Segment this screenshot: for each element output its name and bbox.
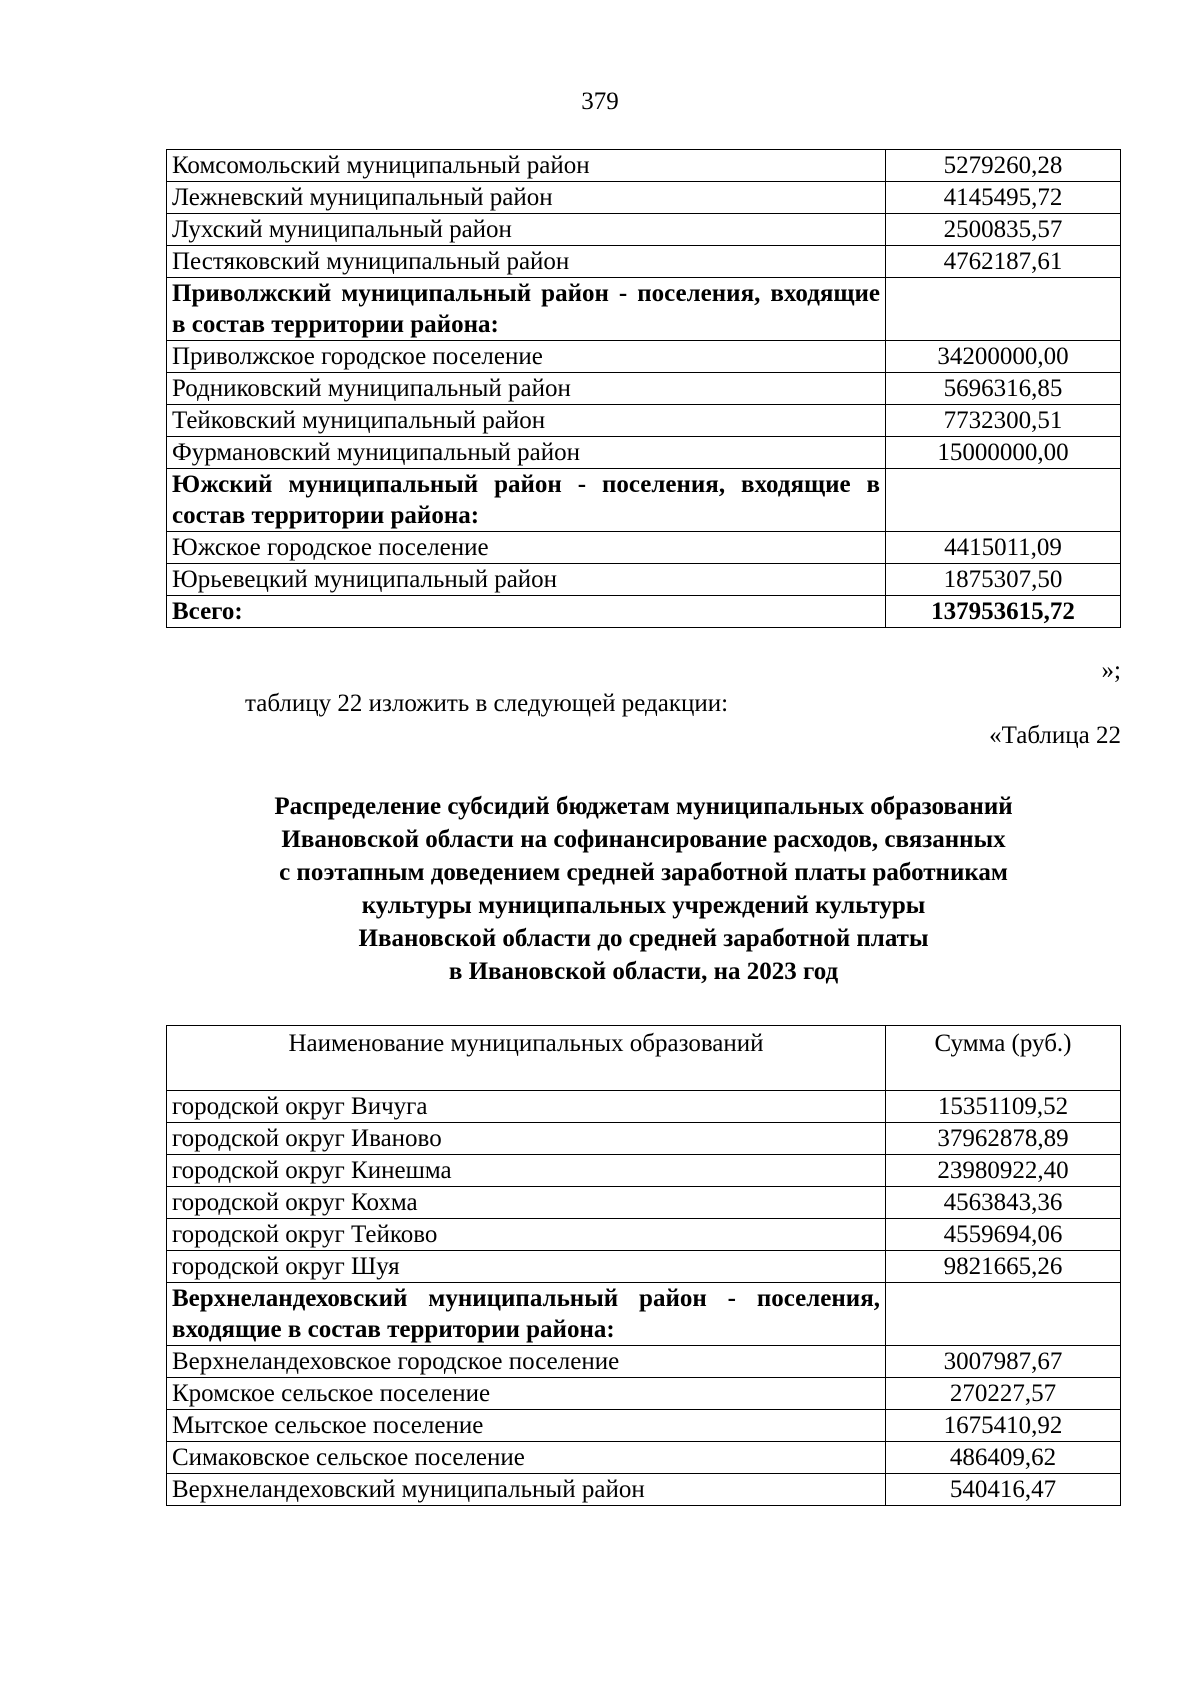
row-name-cell: Кромское сельское поселение (167, 1378, 886, 1410)
row-amount-cell: 9821665,26 (886, 1251, 1121, 1283)
row-amount-cell: 37962878,89 (886, 1123, 1121, 1155)
row-name-cell: Лухский муниципальный район (167, 214, 886, 246)
table-header-row (167, 1026, 1121, 1091)
row-amount-cell: 4563843,36 (886, 1187, 1121, 1219)
table-title (166, 790, 1121, 988)
row-amount-cell: 2500835,57 (886, 214, 1121, 246)
row-name-cell: городской округ Тейково (167, 1219, 886, 1251)
row-amount-cell (886, 469, 1121, 532)
row-amount-cell: 1875307,50 (886, 564, 1121, 596)
table-row (167, 1378, 1121, 1410)
row-name-cell: городской округ Кинешма (167, 1155, 886, 1187)
table-row (167, 564, 1121, 596)
table-row (167, 1187, 1121, 1219)
title-line: Ивановской области на софинансирование расходов, связанных (281, 826, 1006, 853)
row-amount-cell: 4559694,06 (886, 1219, 1121, 1251)
row-name-cell: городской округ Иваново (167, 1123, 886, 1155)
table-row (167, 596, 1121, 628)
row-name-cell: Фурмановский муниципальный район (167, 437, 886, 469)
row-name-cell: Южский муниципальный район - поселения, входящие в состав территории района: (167, 469, 886, 532)
title-line: с поэтапным доведением средней заработной платы работникам (279, 859, 1008, 886)
table-row (167, 1123, 1121, 1155)
row-amount-cell (886, 1283, 1121, 1346)
row-amount-cell: 15000000,00 (886, 437, 1121, 469)
table-row (167, 1219, 1121, 1251)
row-name-cell: городской округ Вичуга (167, 1091, 886, 1123)
table-row (167, 182, 1121, 214)
title-line: в Ивановской области, на 2023 год (448, 958, 839, 985)
row-amount-cell: 34200000,00 (886, 341, 1121, 373)
row-name-cell: Лежневский муниципальный район (167, 182, 886, 214)
table-row (167, 214, 1121, 246)
header-name-cell: Наименование муниципальных образований (167, 1026, 886, 1091)
table-row (167, 1283, 1121, 1346)
header-amount-cell: Сумма (руб.) (886, 1026, 1121, 1091)
table-row (167, 1474, 1121, 1506)
table-row (167, 1410, 1121, 1442)
instruction-text: таблицу 22 изложить в следующей редакции: (245, 690, 729, 717)
table-row (167, 405, 1121, 437)
row-name-cell: Юрьевецкий муниципальный район (167, 564, 886, 596)
table-row (167, 1091, 1121, 1123)
table-row (167, 246, 1121, 278)
row-name-cell: городской округ Шуя (167, 1251, 886, 1283)
table-row (167, 1442, 1121, 1474)
row-amount-cell: 137953615,72 (886, 596, 1121, 628)
row-name-cell: Приволжский муниципальный район - поселения, входящие в состав территории района: (167, 278, 886, 341)
row-name-cell: Приволжское городское поселение (167, 341, 886, 373)
row-amount-cell: 15351109,52 (886, 1091, 1121, 1123)
table1-body (167, 150, 1121, 628)
table-row (167, 341, 1121, 373)
row-name-cell: Комсомольский муниципальный район (167, 150, 886, 182)
row-name-cell: Верхнеландеховский муниципальный район - поселения, входящие в состав территории района: (167, 1283, 886, 1346)
table-row (167, 437, 1121, 469)
table-row (167, 373, 1121, 405)
row-amount-cell: 1675410,92 (886, 1410, 1121, 1442)
title-line: культуры муниципальных учреждений культуры (361, 892, 926, 919)
row-amount-cell: 270227,57 (886, 1378, 1121, 1410)
row-amount-cell: 5279260,28 (886, 150, 1121, 182)
row-amount-cell: 540416,47 (886, 1474, 1121, 1506)
page-number: 379 (581, 88, 619, 115)
row-name-cell: Мытское сельское поселение (167, 1410, 886, 1442)
subsidy-table-22 (166, 1025, 1121, 1506)
row-amount-cell: 3007987,67 (886, 1346, 1121, 1378)
row-name-cell: Верхнеландеховский муниципальный район (167, 1474, 886, 1506)
table2-body (167, 1091, 1121, 1506)
table-row (167, 532, 1121, 564)
row-name-cell: Тейковский муниципальный район (167, 405, 886, 437)
table-row (167, 1155, 1121, 1187)
table-row (167, 469, 1121, 532)
table-row (167, 150, 1121, 182)
row-name-cell: Южское городское поселение (167, 532, 886, 564)
table-row (167, 278, 1121, 341)
row-name-cell: Симаковское сельское поселение (167, 1442, 886, 1474)
row-name-cell: Родниковский муниципальный район (167, 373, 886, 405)
row-amount-cell: 23980922,40 (886, 1155, 1121, 1187)
row-amount-cell: 5696316,85 (886, 373, 1121, 405)
table-row (167, 1346, 1121, 1378)
row-amount-cell: 4415011,09 (886, 532, 1121, 564)
subsidy-table-continued (166, 149, 1121, 628)
closing-quote: »; (1101, 657, 1121, 684)
row-amount-cell: 486409,62 (886, 1442, 1121, 1474)
row-name-cell: Всего: (167, 596, 886, 628)
title-line: Распределение субсидий бюджетам муниципальных образований (274, 793, 1013, 820)
table-label: «Таблица 22 (989, 722, 1121, 749)
row-name-cell: Верхнеландеховское городское поселение (167, 1346, 886, 1378)
row-name-cell: городской округ Кохма (167, 1187, 886, 1219)
row-name-cell: Пестяковский муниципальный район (167, 246, 886, 278)
row-amount-cell: 4145495,72 (886, 182, 1121, 214)
row-amount-cell: 7732300,51 (886, 405, 1121, 437)
table-row (167, 1251, 1121, 1283)
row-amount-cell (886, 278, 1121, 341)
row-amount-cell: 4762187,61 (886, 246, 1121, 278)
title-line: Ивановской области до средней заработной платы (358, 925, 929, 952)
